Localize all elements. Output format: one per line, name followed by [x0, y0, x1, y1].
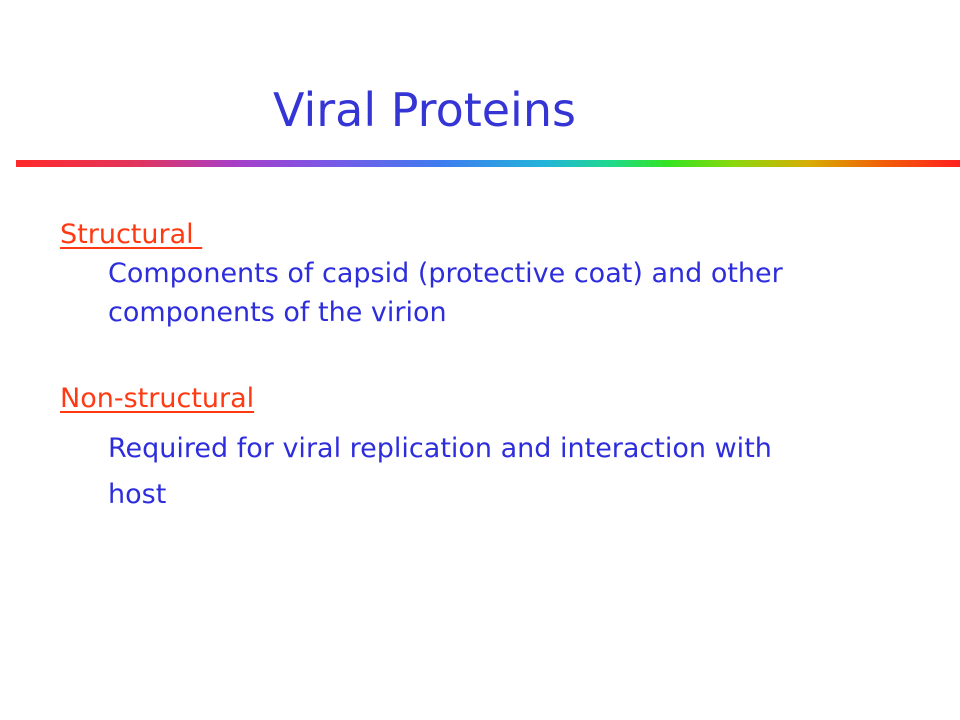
body-line: Required for viral replication and interaction with [108, 433, 772, 464]
rainbow-divider [16, 160, 960, 167]
section-heading-non-structural: Non-structural [60, 383, 255, 414]
body-line: components of the virion [108, 297, 447, 328]
body-line: host [108, 479, 167, 510]
section-body-non-structural [108, 426, 908, 518]
body-line: Components of capsid (protective coat) and other [108, 258, 783, 289]
section-body-structural [108, 254, 908, 332]
slide-title: Viral Proteins [273, 83, 576, 137]
section-heading-structural: Structural [60, 219, 203, 250]
